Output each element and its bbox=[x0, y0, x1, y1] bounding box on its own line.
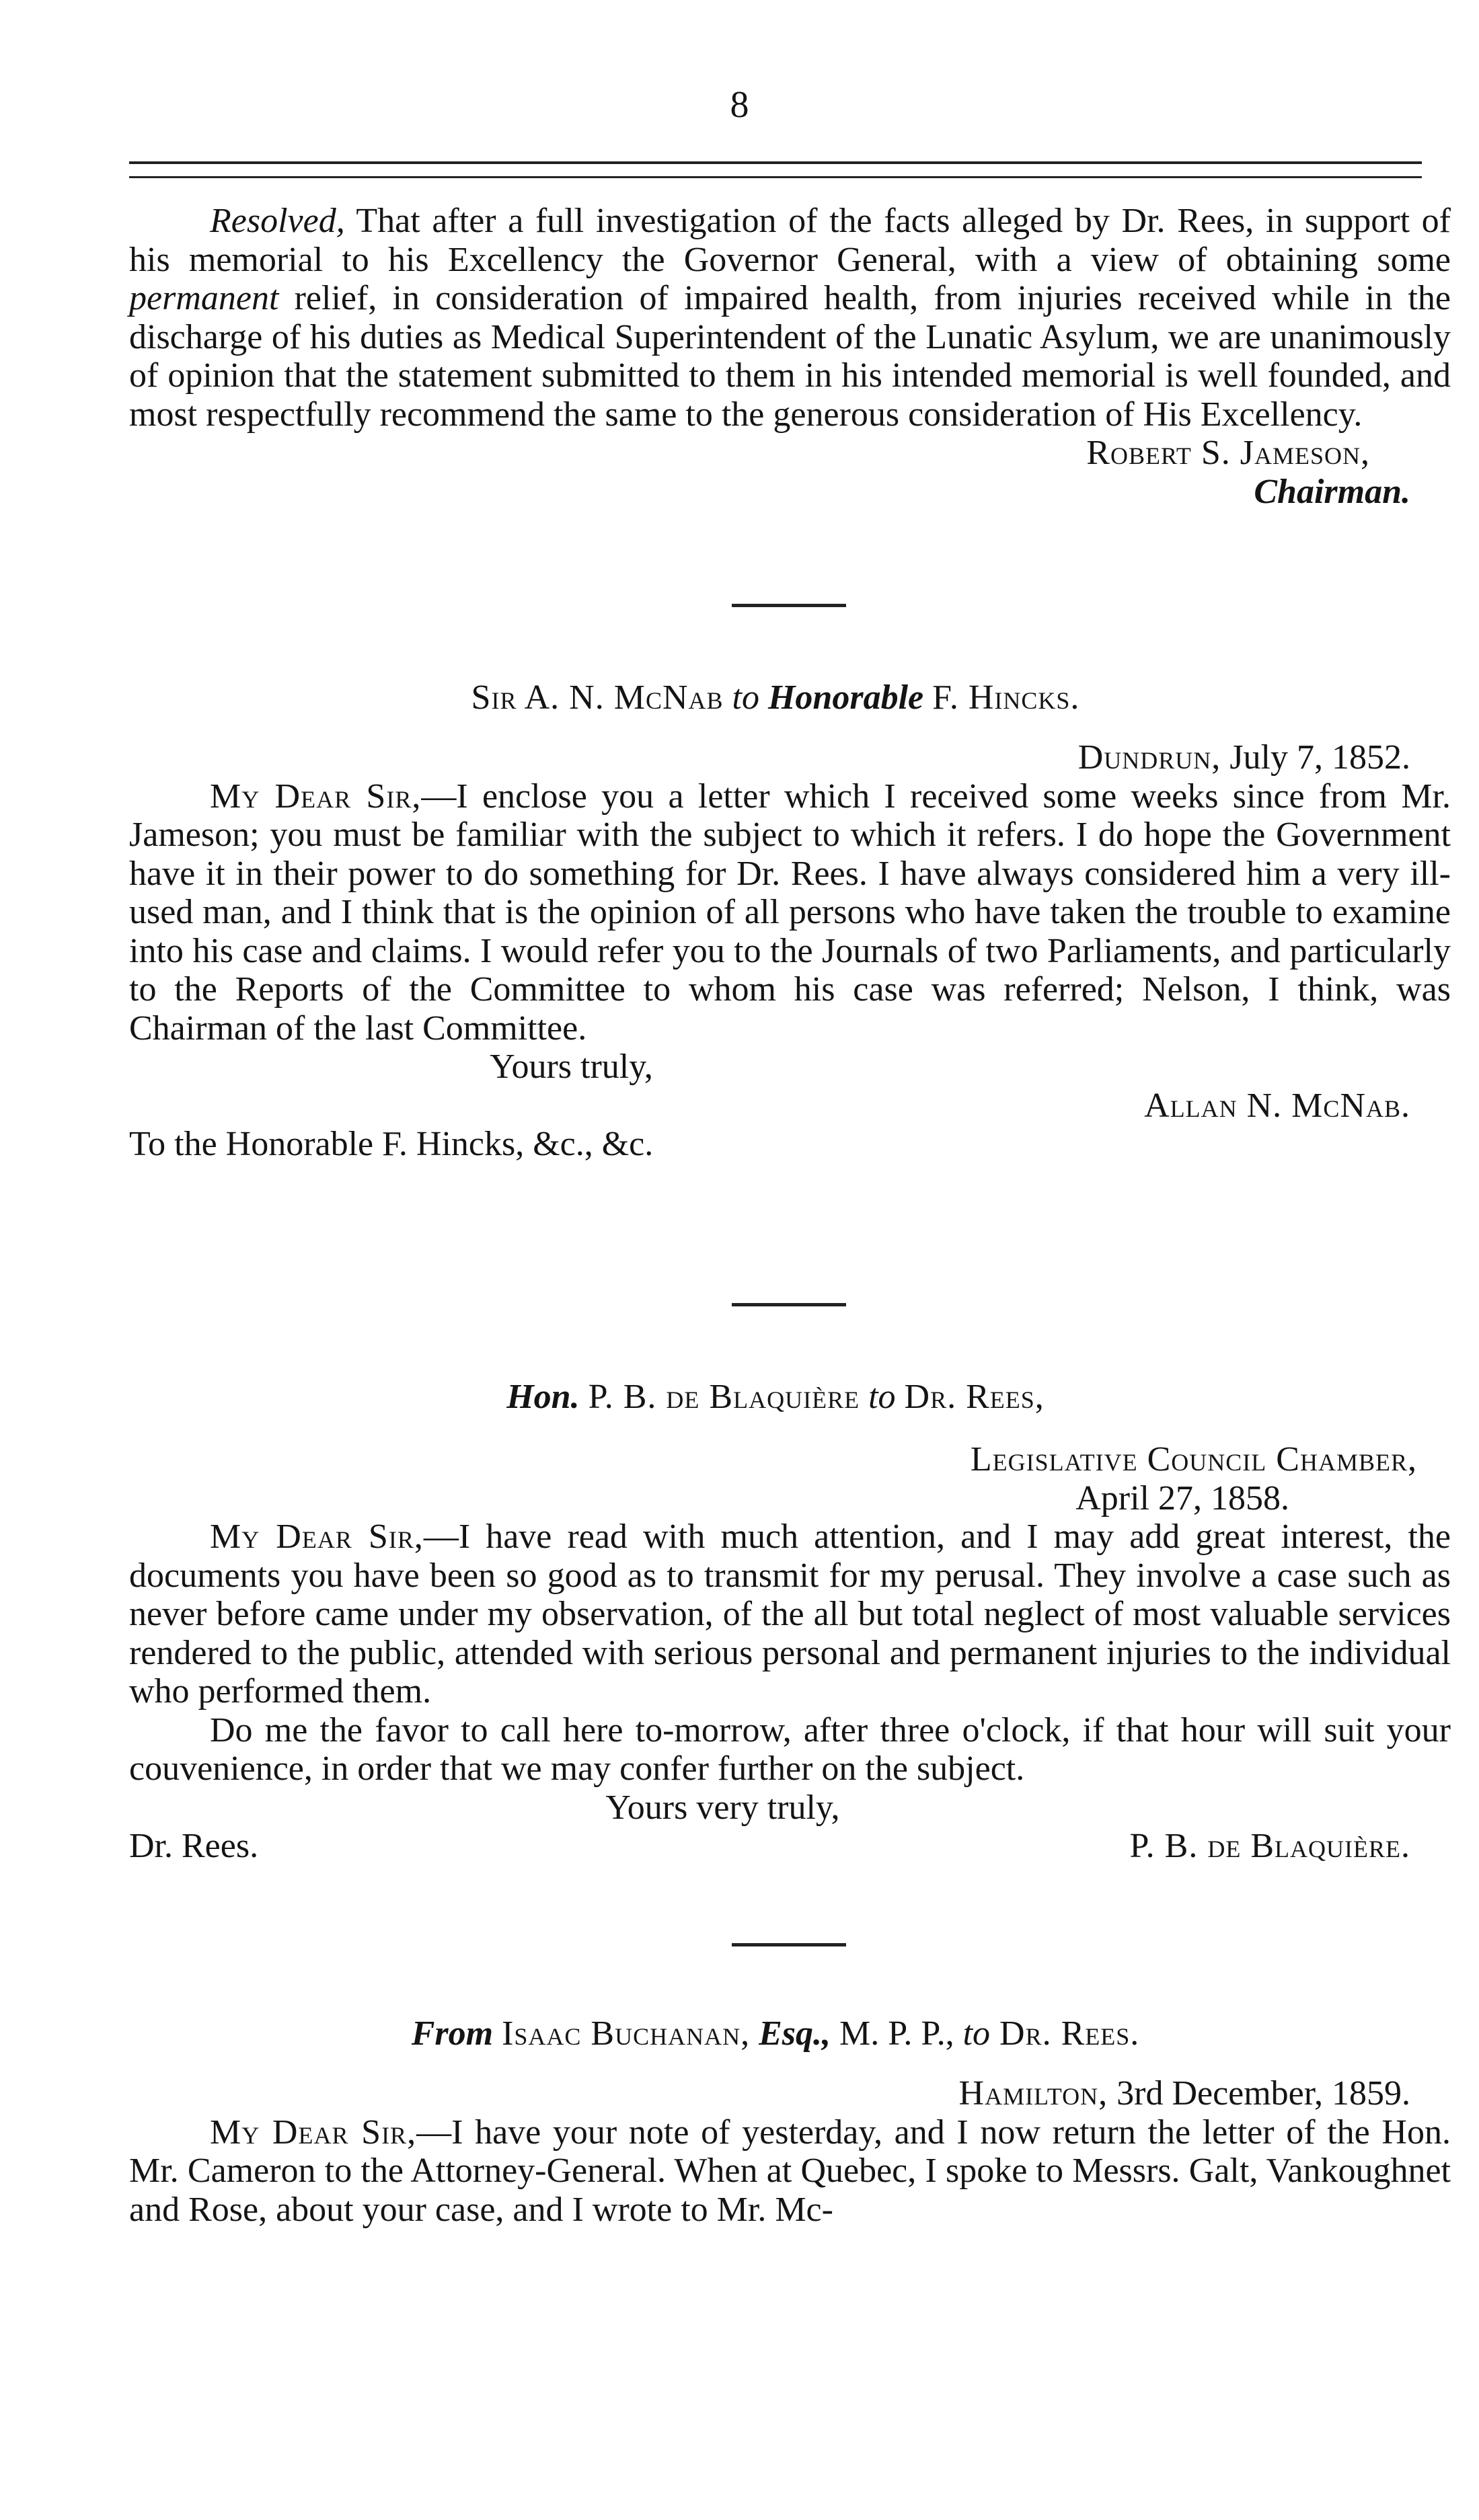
page-number: 8 bbox=[730, 84, 749, 126]
letter2-salutation: My Dear Sir, bbox=[210, 1518, 424, 1556]
resolution-signer-title: Chairman. bbox=[1254, 472, 1410, 511]
letter2-signature: P. B. de Blaquière. bbox=[1129, 1827, 1410, 1865]
letter3-heading: From Isaac Buchanan, Esq., M. P. P., to Dr. Rees. bbox=[411, 2014, 1140, 2053]
letter2-body: My Dear Sir,—I have read with much attention, and I may add great interest, the documents you have been so good as to transmit for my perusal. They involve a case such as never before came under my observation, of the all but total neglect of most valuable services rendered to the public, attended with serious personal and permanent injuries to the individual who performed them. bbox=[129, 1518, 1451, 1710]
resolution-emphasis: permanent bbox=[129, 279, 279, 317]
header-rule-thin bbox=[129, 176, 1422, 178]
letter3-place-date: Hamilton, 3rd December, 1859. bbox=[958, 2074, 1410, 2113]
resolution-lead: Resolved, bbox=[210, 202, 345, 240]
letter1-heading: Sir A. N. McNab to Honorable F. Hincks. bbox=[471, 678, 1080, 717]
resolution-paragraph bbox=[129, 202, 1451, 434]
letter2-place: Legislative Council Chamber, bbox=[970, 1440, 1417, 1479]
letter1-body: My Dear Sir,—I enclose you a letter which I received some weeks since from Mr. Jameson; you must be familiar with the subject to which it refers. I do hope the Government have it in their power to do something for Dr. Rees. I have always considered him a very ill-used man, and I think that is the opinion of all persons who have taken the trouble to examine into his case and claims. I would refer you to the Journals of two Parliaments, and particularly to the Reports of the Committee to whom his case was referred; Nelson, I think, was Chairman of the last Committee. bbox=[129, 777, 1451, 1048]
letter3-salutation: My Dear Sir, bbox=[210, 2113, 417, 2152]
section-separator bbox=[732, 1943, 846, 1946]
letter2-address: Dr. Rees. bbox=[129, 1827, 259, 1865]
letter1 bbox=[129, 738, 1451, 1164]
letter2-sign-row bbox=[129, 1827, 1451, 1866]
letter1-place-date: Dundrun, July 7, 1852. bbox=[1077, 738, 1410, 777]
resolution-section bbox=[129, 202, 1451, 511]
letter1-closing: Yours truly, bbox=[490, 1048, 653, 1086]
letter3-body: My Dear Sir,—I have your note of yesterday, and I now return the letter of the Hon. Mr. Cameron to the Attorney-General. When at Quebec, I spoke to Messrs. Galt, Vankoughnet and Rose, about your case, and I wrote to Mr. Mc- bbox=[129, 2113, 1451, 2229]
letter2-closing: Yours very truly, bbox=[605, 1788, 840, 1827]
resolution-text-b: relief, in consideration of impaired health, from injuries received while in the discharge of his duties as Medical Superintendent of the Lunatic Asylum, we are unanimously of opinion that the statement submitted to them in his intended memorial is well founded, and most respectfully recommend the same to the generous consideration of His Excellency. bbox=[129, 279, 1451, 434]
letter2 bbox=[129, 1440, 1451, 1866]
letter1-salutation: My Dear Sir, bbox=[210, 777, 422, 816]
letter1-signature: Allan N. McNab. bbox=[1144, 1086, 1410, 1125]
resolution-signer: Robert S. Jameson, bbox=[1086, 434, 1370, 472]
header-rule-thick bbox=[129, 161, 1422, 164]
letter2-body-2: Do me the favor to call here to-morrow, after three o'clock, if that hour will suit your couvenience, in order that we may confer further on the subject. bbox=[129, 1710, 1451, 1788]
letter2-date: April 27, 1858. bbox=[1075, 1479, 1289, 1518]
section-separator bbox=[732, 1303, 846, 1306]
letter3 bbox=[129, 2074, 1451, 2229]
resolution-text-a: That after a full investigation of the facts alleged by Dr. Rees, in support of his memorial to his Excellency the Governor General, with a view of obtaining some bbox=[129, 202, 1451, 279]
letter1-address: To the Honorable F. Hincks, &c., &c. bbox=[129, 1125, 654, 1163]
section-separator bbox=[732, 604, 846, 607]
letter2-heading: Hon. P. B. de Blaquière to Dr. Rees, bbox=[506, 1378, 1045, 1416]
